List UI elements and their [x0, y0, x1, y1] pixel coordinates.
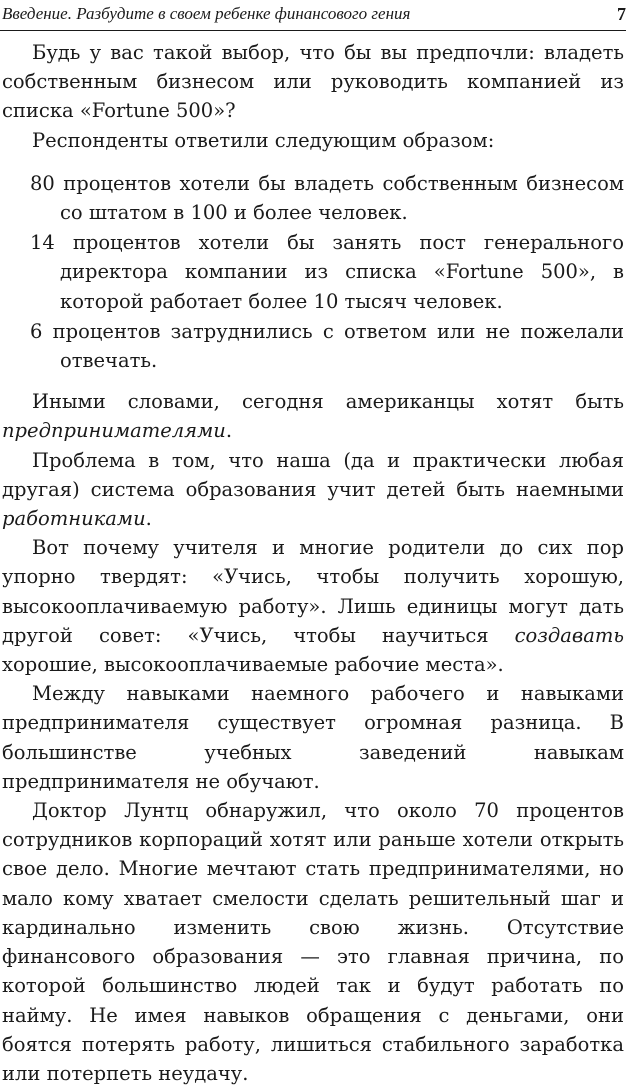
paragraph-skills-gap: Между навыками наемного рабочего и навыками предпринимателя существует огромная разница. В большинстве учебных заведений навыкам предпринимателя не обучают. — [2, 682, 624, 793]
paragraph-question: Будь у вас такой выбор, что бы вы предпочли: владеть собственным бизнесом или руководить компанией из списка «Fortune 500»? — [2, 41, 624, 123]
running-title: Введение. Разбудите в своем ребенке финансового гения — [2, 4, 411, 23]
page-body — [2, 38, 624, 1088]
list-item: 6 процентов затруднились с ответом или не пожелали отвечать. — [30, 319, 624, 373]
paragraph-luntz: Доктор Лунтц обнаружил, что около 70 процентов сотрудников корпораций хотят или раньше хотели открыть свое дело. Многие мечтают стать предпринимателями, но мало кому хватает смелости сделать решительный шаг и кардинально изменить свою жизнь. Отсутствие финансового образования — это главная причина, по которой большинство людей так и будут работать по найму. Не имея навыков обращения с деньгами, они боятся потерять работу, лишиться стабильного заработка или потерпеть неудачу. — [2, 799, 624, 1085]
paragraph-education-system: Проблема в том, что наша (да и практически любая другая) система образования учит детей быть наемными работниками. — [2, 448, 624, 531]
paragraph-advice: Вот почему учителя и многие родители до сих пор упорно твердят: «Учись, чтобы получить хорошую, высокооплачиваемую работу». Лишь единицы могут дать другой совет: «Учись, чтобы научиться создавать хорошие, высокооплачиваемые рабочие места». — [2, 536, 624, 677]
survey-results-list — [2, 169, 624, 375]
page-number: 7 — [617, 4, 626, 24]
list-item: 14 процентов хотели бы занять пост генерального директора компании из списка «Fortune 500», в которой работает более 10 тысяч человек. — [30, 231, 624, 313]
paragraph-respondents: Респонденты ответили следующим образом: — [32, 128, 495, 152]
running-header — [0, 2, 626, 31]
paragraph-entrepreneurs: Иными словами, сегодня американцы хотят быть предпринимателями. — [2, 390, 624, 443]
list-item: 80 процентов хотели бы владеть собственным бизнесом со штатом в 100 и более человек. — [30, 171, 624, 225]
